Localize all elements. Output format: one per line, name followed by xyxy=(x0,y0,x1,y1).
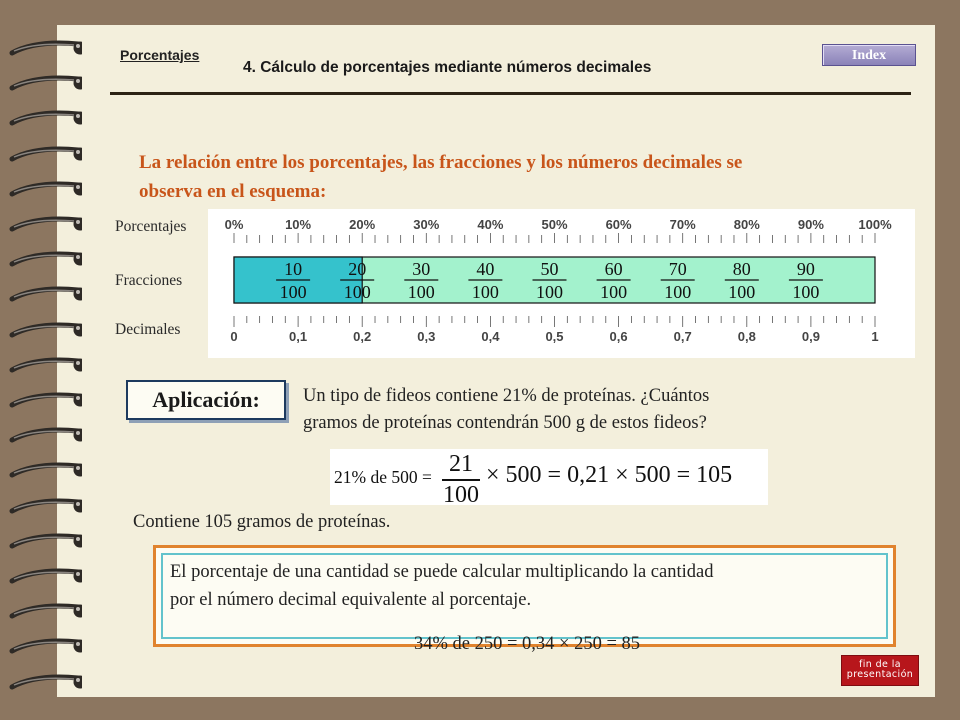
binder-ring xyxy=(8,179,82,201)
binder-ring xyxy=(8,425,82,447)
percent-tick-label: 40% xyxy=(477,217,504,232)
percent-tick-label: 50% xyxy=(541,217,568,232)
conversion-scale xyxy=(208,209,915,358)
fraction-denominator: 100 xyxy=(407,282,435,302)
fraction-denominator: 100 xyxy=(471,282,499,302)
fraction-numerator: 10 xyxy=(284,259,303,279)
percent-tick-label: 30% xyxy=(413,217,440,232)
fraction-numerator: 90 xyxy=(796,259,815,279)
fraction-numerator: 20 xyxy=(348,259,367,279)
fraction-numerator: 70 xyxy=(668,259,687,279)
conversion-scale-graphic xyxy=(208,209,915,358)
binder-ring xyxy=(8,214,82,236)
fraction-numerator: 30 xyxy=(412,259,431,279)
decimal-tick-label: 0,5 xyxy=(545,329,564,344)
binder-ring xyxy=(8,320,82,342)
intro-line-2: observa en el esquema: xyxy=(139,181,327,202)
rule-line-1: El porcentaje de una cantidad se puede calcular multiplicando la cantidad xyxy=(170,562,714,582)
percent-tick-label: 60% xyxy=(605,217,632,232)
fraction-numerator: 80 xyxy=(732,259,751,279)
end-presentation-button[interactable] xyxy=(841,655,919,686)
fraction-denominator: 100 xyxy=(664,282,692,302)
decimal-tick-label: 1 xyxy=(871,329,879,344)
rule-box xyxy=(153,545,896,654)
fraction-denominator: 100 xyxy=(536,282,563,302)
decimal-tick-label: 0,1 xyxy=(289,329,308,344)
fraction-denominator: 100 xyxy=(728,282,756,302)
binder-ring xyxy=(8,566,82,588)
fraction-denominator: 100 xyxy=(600,282,628,302)
binder-ring xyxy=(8,496,82,518)
rule-text xyxy=(170,558,880,654)
percent-tick-label: 70% xyxy=(669,217,696,232)
page-title: 4. Cálculo de porcentajes mediante números decimales xyxy=(243,59,652,76)
decimal-tick-label: 0,4 xyxy=(481,329,500,344)
binder-ring xyxy=(8,390,82,412)
row-label-porcentajes: Porcentajes xyxy=(115,218,187,235)
answer-text: Contiene 105 gramos de proteínas. xyxy=(133,512,391,532)
row-label-decimales: Decimales xyxy=(115,321,181,338)
aplicacion-label: Aplicación: xyxy=(126,380,286,420)
percent-tick-label: 0% xyxy=(224,217,244,232)
binder-ring xyxy=(8,284,82,306)
index-button[interactable]: Index xyxy=(822,44,916,66)
percent-tick-label: 10% xyxy=(285,217,312,232)
percent-tick-label: 20% xyxy=(349,217,376,232)
porcentajes-link[interactable]: Porcentajes xyxy=(120,47,200,63)
decimal-tick-label: 0,2 xyxy=(353,329,372,344)
end-button-line-2: presentación xyxy=(846,669,914,680)
rule-line-2: por el número decimal equivalente al porcentaje. xyxy=(170,590,532,610)
fraction-denominator: 100 xyxy=(279,282,307,302)
header-divider xyxy=(110,92,911,95)
end-button-line-1: fin de la xyxy=(859,659,901,670)
rule-example: 34% de 250 = 0,34 × 250 = 85 xyxy=(413,634,641,654)
formula-denominator: 100 xyxy=(443,481,479,508)
percent-tick-label: 100% xyxy=(858,217,892,232)
binder-ring xyxy=(8,531,82,553)
intro-text xyxy=(139,148,919,206)
decimal-tick-label: 0,7 xyxy=(673,329,692,344)
problem-line-1: Un tipo de fideos contiene 21% de proteínas. ¿Cuántos xyxy=(303,386,710,406)
problem-statement xyxy=(303,383,843,437)
decimal-tick-label: 0,8 xyxy=(737,329,756,344)
binder-ring xyxy=(8,108,82,130)
formula-box xyxy=(330,449,768,508)
row-label-fracciones: Fracciones xyxy=(115,272,183,289)
formula-fraction xyxy=(442,451,480,509)
fraction-numerator: 60 xyxy=(604,259,623,279)
binder-ring xyxy=(8,672,82,694)
formula-rest: × 500 = 0,21 × 500 = 105 xyxy=(486,462,733,488)
decimal-tick-label: 0,9 xyxy=(801,329,820,344)
percent-tick-label: 80% xyxy=(733,217,760,232)
binder-ring xyxy=(8,460,82,482)
binder-ring xyxy=(8,73,82,95)
decimal-tick-label: 0,3 xyxy=(417,329,436,344)
binder-ring xyxy=(8,38,82,60)
binder-ring xyxy=(8,601,82,623)
binder-ring xyxy=(8,249,82,271)
fraction-numerator: 50 xyxy=(540,259,559,279)
fraction-numerator: 40 xyxy=(476,259,495,279)
binder-ring xyxy=(8,355,82,377)
decimal-tick-label: 0 xyxy=(230,329,238,344)
decimal-tick-label: 0,6 xyxy=(609,329,628,344)
fraction-denominator: 100 xyxy=(343,282,371,302)
formula-numerator: 21 xyxy=(449,451,473,477)
fraction-denominator: 100 xyxy=(792,282,820,302)
percent-tick-label: 90% xyxy=(797,217,824,232)
problem-line-2: gramos de proteínas contendrán 500 g de estos fideos? xyxy=(303,413,707,433)
binder-ring xyxy=(8,636,82,658)
formula-lead: 21% de 500 = xyxy=(334,467,432,487)
binder-ring xyxy=(8,144,82,166)
intro-line-1: La relación entre los porcentajes, las fracciones y los números decimales se xyxy=(139,152,743,173)
